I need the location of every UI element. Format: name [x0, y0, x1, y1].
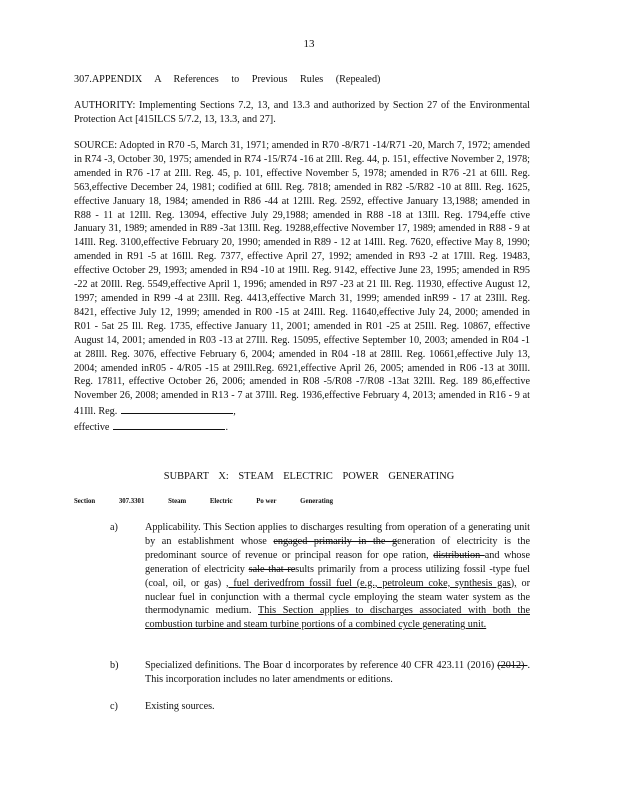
subsection-b	[74, 659, 530, 687]
subsection-label: c)	[110, 701, 118, 712]
deleted-text: distribution	[433, 549, 485, 561]
text-run: and whose generation of electricity	[145, 549, 530, 575]
subpart-heading: SUBPART X: STEAM ELECTRIC POWER GENERATING	[163, 471, 455, 482]
text-run: or nuclear fuel in conjunction with a thermal cycle employing the steam water system as the thermodynamic medium.	[145, 577, 530, 617]
subsection-text	[145, 659, 530, 687]
register-blank-line	[121, 403, 233, 414]
source-paragraph: SOURCE: Adopted in R70 -5, March 31, 1971; amended in R70 -8/R71 -14/R71 -20, March 7, 1972; amended in R74 -3, October 30, 1975; amended in R74 -15/R74 -16 at 2Ill. Reg. 44, p. 151, effective November 2, 1978; amended in R76 -17 at 2Ill. Reg. 45, p. 101, effective November 5, 1978; amended in R76 -21 at 6Ill. Reg. 563,effective December 24, 1981; codified at 6Ill. Reg. 7818; amended in R82 -5/R82 -10 at 8Ill. Reg. 1625, effective January 18, 1984; amended in R86 -44 at 12Ill. Reg. 2592, effective January 13,1988; amended in R88 - 11 at 12Ill. Reg. 13094, effective July 29,1988; amended in R88 -18 at 13Ill. Reg. 1794,effe ctive January 31, 1989; amended in R89 -3at 13Ill. Reg. 19288,effective November 17, 1989; amended in R88 - 9 at 14Ill. Reg. 3100,effective February 20, 1990; amended in R89 - 12 at 14Ill. Reg. 7620, effective May 8, 1990; amended in R91 -5 at 16Ill. Reg. 7377, effective April 27, 1992; amended in R93 -2 at 17Ill. Reg. 19483, effective October 29, 1993; amended in R94 -10 at 19Ill. Reg. 9142, effective June 23, 1995; amended in R95 -22 at 20Ill. Reg. 5549,effective April 1, 1996; amended in R97 -23 at 21 Ill. Reg. 11930, effective August 12, 1997; amended in R99 -4 at 23Ill. Reg. 4413,effective March 31, 1999; amended inR99 - 17 at 23Ill. Reg. 8421, effective July 12, 1999; amended in R00 -15 at 24Ill. Reg. 11640,effective July 24, 2000; amended in R01 - 5at 25 Ill. Reg. 1735, effective January 11, 2001; amended in R01 -25 at 25Ill. Reg. 10867, effective August 14, 2001; amended in R03 -13 at 27Ill. Reg. 15095, effective September 10, 2003; amended in R04 -1 at 28Ill. Reg. 3076, effective February 6, 2004; amended in R04 -18 at 28Ill. Reg. 10661,effective July 13, 2004; amended inR05 - 4/R05 -15 at 29Ill.Reg. 6921,effective April 26, 2005; amended in R06 -13 at 30Ill. Reg. 17811, effective October 26, 2006; amended in R08 -5/R08 -7/R08 -13at 32Ill. Reg. 189 86,effective November 26, 2008; amended in R13 - 7 at 37Ill. Reg. 1936,effective February 4, 2013; amended in R16 - 9 at 41Ill. Reg. , effective .	[74, 140, 530, 434]
subsection-c	[74, 700, 530, 714]
section-title-word-3: Po wer	[256, 498, 277, 505]
inserted-text: , fuel derivedfrom fossil fuel (e.g., petroleum coke, synthesis gas),	[225, 577, 517, 589]
text-run: . This incorporation includes no later amendments or editions.	[145, 660, 530, 685]
text-run: Applicability. This Section applies to discharges resulting from operation of a generating unit by an establishment whose	[145, 522, 530, 547]
deleted-text: sale that re	[248, 563, 296, 575]
effective-blank-line	[113, 419, 225, 430]
section-word: Section	[74, 498, 96, 505]
source-tail: effective	[74, 422, 110, 434]
section-heading	[74, 498, 355, 505]
subsection-a	[74, 521, 530, 632]
source-text: SOURCE: Adopted in R70 -5, March 31, 1971; amended in R70 -8/R71 -14/R71 -20, March 7, 1972; amended in R74 -3, October 30, 1975; amended in R74 -15/R74 -16 at 2Ill. Reg. 44, p. 151, effective November 2, 1978; amended in R76 -17 at 2Ill. Reg. 45, p. 101, effective November 5, 1978; amended in R76 -21 at 6Ill. Reg. 563,effective December 24, 1981; codified at 6Ill. Reg. 7818; amended in R82 -5/R82 -10 at 8Ill. Reg. 1625, effective January 18, 1984; amended in R86 -44 at 12Ill. Reg. 2592, effective January 13,1988; amended in R88 - 11 at 12Ill. Reg. 13094, effective July 29,1988; amended in R88 -18 at 13Ill. Reg. 1794,effe ctive January 31, 1989; amended in R89 -3at 13Ill. Reg. 19288,effective November 17, 1989; amended in R88 - 9 at 14Ill. Reg. 3100,effective February 20, 1990; amended in R89 - 12 at 14Ill. Reg. 7620, effective May 8, 1990; amended in R91 -5 at 16Ill. Reg. 7377, effective April 27, 1992; amended in R93 -2 at 17Ill. Reg. 19483, effective October 29, 1993; amended in R94 -10 at 19Ill. Reg. 9142, effective June 23, 1995; amended in R95 -22 at 20Ill. Reg. 5549,effective April 1, 1996; amended in R97 -23 at 21 Ill. Reg. 11930, effective August 12, 1997; amended in R99 -4 at 23Ill. Reg. 4413,effective March 31, 1999; amended inR99 - 17 at 23Ill. Reg. 8421, effective July 12, 1999; amended in R00 -15 at 24Ill. Reg. 11640,effective July 24, 2000; amended in R01 - 5at 25 Ill. Reg. 1735, effective January 11, 2001; amended in R01 -25 at 25Ill. Reg. 10867, effective August 14, 2001; amended in R03 -13 at 27Ill. Reg. 15095, effective September 10, 2003; amended in R04 -1 at 28Ill. Reg. 3076, effective February 6, 2004; amended in R04 -18 at 28Ill. Reg. 10661,effective July 13, 2004; amended inR05 - 4/R05 -15 at 29Ill.Reg. 6921,effective April 26, 2005; amended in R06 -13 at 30Ill. Reg. 17811, effective October 26, 2006; amended in R08 -5/R08 -7/R08 -13at 32Ill. Reg. 189 86,effective November 26, 2008; amended in R13 - 7 at 37Ill. Reg. 1936,effective February 4, 2013; amended in R16 - 9 at 41Ill. Reg.	[74, 140, 530, 418]
text-run: eneration of electricity is the predominant source of revenue or principal reason for ope ration,	[145, 535, 530, 561]
deleted-text: engaged primarily in the g	[273, 535, 398, 547]
section-title-word-4: Generating	[300, 498, 334, 505]
text-run: Specialized definitions. The Boar d incorporates by reference 40 CFR 423.11 (2016)	[145, 660, 498, 671]
text-run: sults primarily from a process utilizing fossil -type fuel (coal, oil, or gas)	[145, 563, 530, 589]
text-run: Existing sources.	[145, 701, 215, 712]
appendix-heading: 307.APPENDIX A References to Previous Rules (Repealed)	[74, 74, 381, 85]
subsection-label: a)	[110, 522, 118, 533]
subsection-text	[145, 700, 530, 714]
inserted-text: This Section applies to discharges associated with both the combustion turbine and steam turbine portions of a combined cycle generating unit.	[145, 605, 530, 631]
subsection-text	[145, 521, 530, 632]
section-title-word-2: Electric	[209, 498, 233, 505]
section-title-word-1: Steam	[168, 498, 187, 505]
page-number: 13	[303, 38, 315, 50]
deleted-text: (2012)	[497, 660, 528, 671]
section-id: 307.3301	[118, 498, 145, 505]
authority-paragraph: AUTHORITY: Implementing Sections 7.2, 13, and 13.3 and authorized by Section 27 of the Environmental Protection Act [415ILCS 5/7.2, 13, 13.3, and 27].	[74, 100, 530, 125]
subsection-label: b)	[110, 660, 119, 671]
